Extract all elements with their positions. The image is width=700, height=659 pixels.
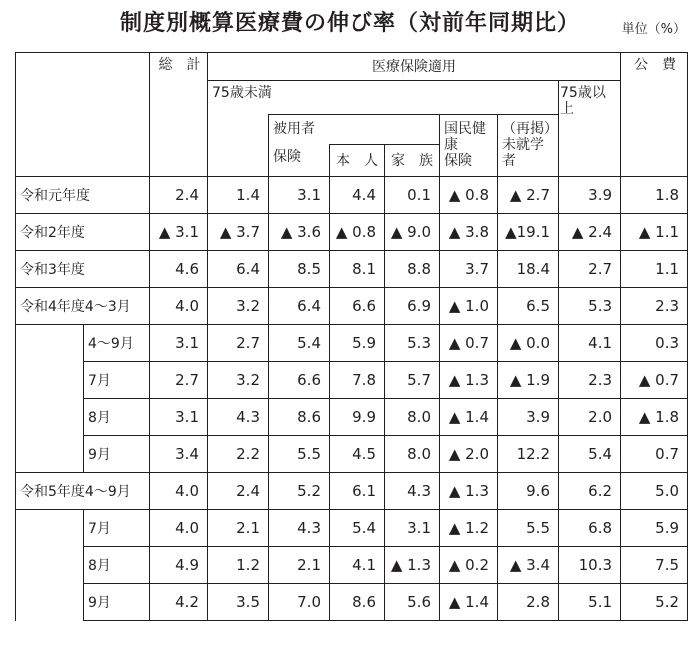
value-cell: 8.5: [269, 251, 330, 288]
row-indent-cell: [16, 510, 84, 547]
value-cell: 3.7: [440, 251, 498, 288]
value-cell: 2.4: [208, 473, 269, 510]
row-indent-cell: [16, 547, 84, 584]
value-cell: 1.1: [621, 251, 688, 288]
value-cell: 3.5: [208, 584, 269, 621]
value-cell: 2.0: [559, 399, 621, 436]
value-cell: 4.0: [150, 510, 208, 547]
value-cell: 5.2: [621, 584, 688, 621]
header-total-label: 総 計: [158, 57, 201, 73]
value-cell: 2.3: [559, 362, 621, 399]
value-cell: ▲ 1.3: [440, 473, 498, 510]
header-employee-line1: 被用者: [273, 121, 315, 137]
value-cell: 6.8: [559, 510, 621, 547]
value-cell: 5.7: [385, 362, 440, 399]
value-cell: 5.6: [385, 584, 440, 621]
value-cell: ▲ 2.0: [440, 436, 498, 473]
value-cell: 5.0: [621, 473, 688, 510]
value-cell: 2.3: [621, 288, 688, 325]
value-cell: ▲ 0.2: [440, 547, 498, 584]
value-cell: 4.9: [150, 547, 208, 584]
value-cell: ▲ 2.4: [559, 214, 621, 251]
row-indent-cell: [16, 399, 84, 436]
value-cell: 4.1: [559, 325, 621, 362]
value-cell: 7.5: [621, 547, 688, 584]
value-cell: ▲ 1.9: [498, 362, 559, 399]
value-cell: 8.1: [330, 251, 385, 288]
value-cell: ▲ 0.8: [440, 177, 498, 214]
value-cell: 0.1: [385, 177, 440, 214]
value-cell: 10.3: [559, 547, 621, 584]
value-cell: 1.4: [208, 177, 269, 214]
value-cell: 5.9: [330, 325, 385, 362]
value-cell: ▲19.1: [498, 214, 559, 251]
value-cell: 6.2: [559, 473, 621, 510]
header-under75-label: 75歳未満: [212, 85, 272, 101]
value-cell: 8.0: [385, 399, 440, 436]
value-cell: 4.1: [330, 547, 385, 584]
value-cell: ▲ 1.8: [621, 399, 688, 436]
value-cell: 7.0: [269, 584, 330, 621]
value-cell: 6.1: [330, 473, 385, 510]
value-cell: 2.7: [559, 251, 621, 288]
value-cell: 6.4: [269, 288, 330, 325]
value-cell: 4.6: [150, 251, 208, 288]
value-cell: 2.8: [498, 584, 559, 621]
value-cell: 8.6: [330, 584, 385, 621]
value-cell: 1.2: [208, 547, 269, 584]
value-cell: 2.2: [208, 436, 269, 473]
row-sublabel: 9月: [84, 436, 150, 473]
row-label: 令和元年度: [16, 177, 150, 214]
value-cell: 4.0: [150, 288, 208, 325]
row-sublabel: 9月: [84, 584, 150, 621]
value-cell: 7.8: [330, 362, 385, 399]
row-indent-cell: [16, 362, 84, 399]
value-cell: 18.4: [498, 251, 559, 288]
value-cell: 4.5: [330, 436, 385, 473]
header-schoolchild-line2: 未就学者: [502, 137, 544, 169]
header-nhi-line2: 保険: [444, 153, 472, 169]
header-insurance: [208, 53, 621, 81]
value-cell: ▲ 1.3: [385, 547, 440, 584]
table-row: [16, 288, 688, 325]
row-sublabel: 7月: [84, 362, 150, 399]
table-row: [16, 362, 688, 399]
value-cell: 4.3: [269, 510, 330, 547]
value-cell: 5.3: [559, 288, 621, 325]
row-label: 令和5年度4～9月: [16, 473, 150, 510]
value-cell: 6.5: [498, 288, 559, 325]
row-indent-cell: [16, 436, 84, 473]
value-cell: 5.2: [269, 473, 330, 510]
value-cell: 6.9: [385, 288, 440, 325]
value-cell: 8.8: [385, 251, 440, 288]
header-over75: [559, 81, 621, 177]
value-cell: 3.1: [150, 325, 208, 362]
value-cell: 2.7: [208, 325, 269, 362]
page-title: 制度別概算医療費の伸び率（対前年同期比）: [119, 11, 580, 36]
value-cell: 8.6: [269, 399, 330, 436]
value-cell: 5.4: [330, 510, 385, 547]
table-row: [16, 584, 688, 621]
table-row: [16, 547, 688, 584]
value-cell: ▲ 2.7: [498, 177, 559, 214]
value-cell: 0.7: [621, 436, 688, 473]
header-insurance-label: 医療保険適用: [372, 58, 456, 75]
row-sublabel: 7月: [84, 510, 150, 547]
header-employee-line2: 保険: [273, 148, 301, 165]
value-cell: 2.1: [269, 547, 330, 584]
value-cell: 8.0: [385, 436, 440, 473]
value-cell: 9.9: [330, 399, 385, 436]
value-cell: 0.3: [621, 325, 688, 362]
value-cell: 4.4: [330, 177, 385, 214]
value-cell: 6.6: [269, 362, 330, 399]
row-indent-cell: [16, 325, 84, 362]
row-indent-cell: [16, 584, 84, 621]
table-row: [16, 177, 688, 214]
value-cell: ▲ 3.6: [269, 214, 330, 251]
value-cell: 3.2: [208, 288, 269, 325]
value-cell: ▲ 9.0: [385, 214, 440, 251]
value-cell: 5.4: [559, 436, 621, 473]
value-cell: 5.5: [498, 510, 559, 547]
value-cell: ▲ 1.2: [440, 510, 498, 547]
value-cell: 5.3: [385, 325, 440, 362]
value-cell: ▲ 3.4: [498, 547, 559, 584]
header-self-label: 本 人: [336, 152, 378, 169]
header-under75-total-cell: [208, 115, 269, 177]
value-cell: 3.9: [498, 399, 559, 436]
value-cell: 3.1: [385, 510, 440, 547]
row-label: 令和4年度4～3月: [16, 288, 150, 325]
header-nhi-line1: 国民健康: [444, 121, 486, 153]
value-cell: ▲ 1.3: [440, 362, 498, 399]
header-total: [150, 53, 208, 177]
header-over75-label: 75歳以上: [560, 85, 606, 117]
table-row: [16, 436, 688, 473]
value-cell: 5.1: [559, 584, 621, 621]
value-cell: ▲ 1.0: [440, 288, 498, 325]
value-cell: ▲ 0.0: [498, 325, 559, 362]
table-row: [16, 473, 688, 510]
value-cell: 4.0: [150, 473, 208, 510]
value-cell: 2.1: [208, 510, 269, 547]
value-cell: 2.7: [150, 362, 208, 399]
table-row: [16, 251, 688, 288]
table-body: [16, 177, 688, 621]
row-sublabel: 8月: [84, 399, 150, 436]
header-employee: [269, 115, 440, 145]
table-row: [16, 214, 688, 251]
value-cell: ▲ 0.7: [621, 362, 688, 399]
header-schoolchild: [498, 115, 559, 177]
value-cell: 6.6: [330, 288, 385, 325]
table-row: [16, 399, 688, 436]
row-label: 令和3年度: [16, 251, 150, 288]
header-corner: [16, 53, 150, 177]
value-cell: 3.9: [559, 177, 621, 214]
value-cell: ▲ 0.8: [330, 214, 385, 251]
value-cell: 12.2: [498, 436, 559, 473]
header-public: [621, 53, 688, 177]
value-cell: 2.4: [150, 177, 208, 214]
header-family: [385, 145, 440, 177]
value-cell: 3.4: [150, 436, 208, 473]
value-cell: 3.1: [150, 399, 208, 436]
header-under75: [208, 81, 559, 115]
value-cell: ▲ 1.4: [440, 399, 498, 436]
header-self: [330, 145, 385, 177]
unit-label: 単位（%）: [621, 22, 686, 37]
row-sublabel: 4～9月: [84, 325, 150, 362]
header-nhi: [440, 115, 498, 177]
value-cell: 3.1: [269, 177, 330, 214]
value-cell: 6.4: [208, 251, 269, 288]
value-cell: ▲ 0.7: [440, 325, 498, 362]
value-cell: ▲ 3.1: [150, 214, 208, 251]
value-cell: 5.5: [269, 436, 330, 473]
row-sublabel: 8月: [84, 547, 150, 584]
value-cell: 5.4: [269, 325, 330, 362]
value-cell: 9.6: [498, 473, 559, 510]
table-row: [16, 325, 688, 362]
header-public-label: 公 費: [634, 57, 677, 73]
value-cell: ▲ 1.4: [440, 584, 498, 621]
header-family-label: 家 族: [391, 152, 433, 169]
growth-rate-table: [15, 52, 688, 621]
value-cell: 1.8: [621, 177, 688, 214]
value-cell: 4.2: [150, 584, 208, 621]
value-cell: 4.3: [385, 473, 440, 510]
value-cell: ▲ 3.8: [440, 214, 498, 251]
value-cell: 3.2: [208, 362, 269, 399]
row-label: 令和2年度: [16, 214, 150, 251]
value-cell: 4.3: [208, 399, 269, 436]
header-schoolchild-line1: （再掲）: [502, 121, 558, 137]
table-row: [16, 510, 688, 547]
header-employee-total: [269, 145, 330, 177]
value-cell: ▲ 3.7: [208, 214, 269, 251]
value-cell: ▲ 1.1: [621, 214, 688, 251]
value-cell: 5.9: [621, 510, 688, 547]
